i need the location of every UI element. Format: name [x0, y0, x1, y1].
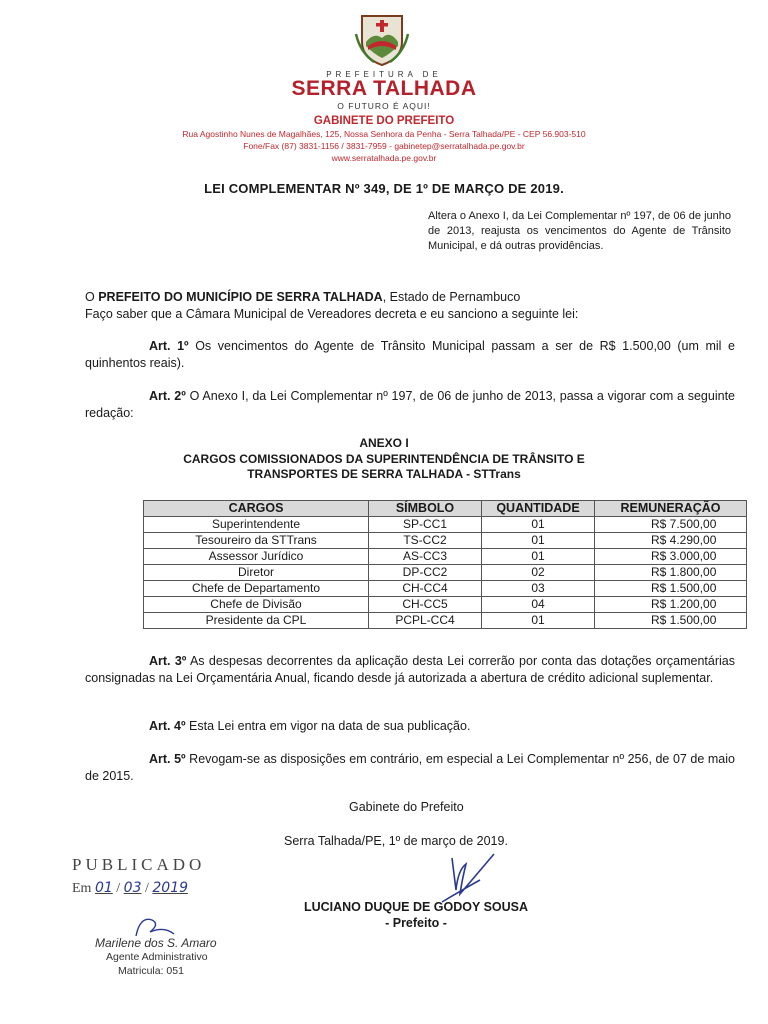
- article-3: [85, 653, 735, 686]
- stamp-agent-role: Agente Administrativo: [106, 951, 208, 963]
- cargo-cell: Presidente da CPL: [144, 613, 369, 629]
- article-5-label: Art. 5º: [149, 752, 186, 766]
- city-slogan: O FUTURO É AQUI!: [337, 101, 431, 111]
- article-1-label: Art. 1º: [149, 339, 189, 353]
- table-row: [144, 549, 747, 565]
- stamp-registration: Matricula: 051: [118, 965, 184, 977]
- article-1-text: Os vencimentos do Agente de Trânsito Municipal passam a ser de R$ 1.500,00 (um mil e quinhentos reais).: [85, 339, 735, 370]
- stamp-year: 2019: [152, 880, 189, 896]
- signer-name: LUCIANO DUQUE DE GODOY SOUSA: [303, 900, 529, 914]
- remuneracao-cell: R$ 1.200,00: [595, 597, 747, 613]
- article-2: [85, 388, 735, 421]
- table-row: [144, 597, 747, 613]
- stamp-agent-name: Marilene dos S. Amaro: [95, 936, 217, 950]
- stamp-em-label: Em: [72, 881, 92, 896]
- preamble-suffix: , Estado de Pernambuco: [382, 290, 521, 304]
- law-title: LEI COMPLEMENTAR Nº 349, DE 1º DE MARÇO DE 2019.: [204, 181, 564, 196]
- stamp-day: 01: [94, 880, 113, 896]
- positions-table: [143, 500, 747, 629]
- closing-place-date: Serra Talhada/PE, 1º de março de 2019.: [284, 834, 508, 848]
- preamble: [85, 289, 735, 322]
- column-header-remuneracao: REMUNERAÇÃO: [595, 501, 747, 517]
- remuneracao-cell: R$ 7.500,00: [595, 517, 747, 533]
- remuneracao-cell: R$ 3.000,00: [595, 549, 747, 565]
- quantidade-cell: 02: [482, 565, 595, 581]
- contact-line: Fone/Fax (87) 3831-1156 / 3831-7959 - gabinetep@serratalhada.pe.gov.br: [243, 141, 525, 151]
- city-name: SERRA TALHADA: [291, 77, 477, 100]
- column-header-simbolo: SÍMBOLO: [369, 501, 482, 517]
- article-4-text: Esta Lei entra em vigor na data de sua publicação.: [185, 719, 471, 733]
- column-header-cargos: CARGOS: [144, 501, 369, 517]
- cargo-cell: Superintendente: [144, 517, 369, 533]
- law-summary: Altera o Anexo I, da Lei Complementar nº 197, de 06 de junho de 2013, reajusta os vencimentos do Agente de Trânsito Municipal, e dá outras providências.: [428, 210, 731, 252]
- article-2-text: O Anexo I, da Lei Complementar nº 197, de 06 de junho de 2013, passa a vigorar com a seguinte redação:: [85, 389, 735, 420]
- stamp-month: 03: [123, 880, 142, 896]
- article-5: [85, 751, 735, 784]
- quantidade-cell: 01: [482, 533, 595, 549]
- preamble-prefix: O: [85, 290, 99, 304]
- table-row: [144, 517, 747, 533]
- quantidade-cell: 01: [482, 613, 595, 629]
- preamble-authority: PREFEITO DO MUNICÍPIO DE SERRA TALHADA: [98, 290, 383, 304]
- annex-title: ANEXO I: [359, 436, 409, 450]
- table-row: [144, 613, 747, 629]
- table-row: [144, 581, 747, 597]
- simbolo-cell: PCPL-CC4: [369, 613, 482, 629]
- article-4: [85, 718, 735, 735]
- table-header-row: [144, 501, 747, 517]
- simbolo-cell: CH-CC5: [369, 597, 482, 613]
- cabinet-heading: GABINETE DO PREFEITO: [313, 115, 455, 127]
- article-5-text: Revogam-se as disposições em contrário, em especial a Lei Complementar nº 256, de 07 de maio de 2015.: [85, 752, 735, 783]
- simbolo-cell: SP-CC1: [369, 517, 482, 533]
- closing-office: Gabinete do Prefeito: [349, 800, 464, 814]
- quantidade-cell: 01: [482, 517, 595, 533]
- remuneracao-cell: R$ 1.500,00: [595, 581, 747, 597]
- article-1: [85, 338, 735, 371]
- cargo-cell: Diretor: [144, 565, 369, 581]
- remuneracao-cell: R$ 1.800,00: [595, 565, 747, 581]
- remuneracao-cell: R$ 4.290,00: [595, 533, 747, 549]
- publicado-stamp-date: Em 01 / 03 / 2019: [72, 880, 189, 896]
- website-line: www.serratalhada.pe.gov.br: [331, 153, 437, 163]
- simbolo-cell: TS-CC2: [369, 533, 482, 549]
- quantidade-cell: 04: [482, 597, 595, 613]
- simbolo-cell: CH-CC4: [369, 581, 482, 597]
- table-row: [144, 565, 747, 581]
- simbolo-cell: AS-CC3: [369, 549, 482, 565]
- annex-subtitle-line-2: TRANSPORTES DE SERRA TALHADA - STTrans: [247, 467, 521, 481]
- municipal-crest-icon: [354, 12, 410, 68]
- article-2-label: Art. 2º: [149, 389, 186, 403]
- annex-subtitle-line-1: CARGOS COMISSIONADOS DA SUPERINTENDÊNCIA DE TRÂNSITO E: [183, 451, 585, 466]
- address-line: Rua Agostinho Nunes de Magalhães, 125, Nossa Senhora da Penha - Serra Talhada/PE - CEP 56.903-510: [182, 129, 586, 139]
- remuneracao-cell: R$ 1.500,00: [595, 613, 747, 629]
- prefeitura-label: PREFEITURA DE: [326, 70, 442, 79]
- column-header-quantidade: QUANTIDADE: [482, 501, 595, 517]
- article-3-label: Art. 3º: [149, 654, 187, 668]
- cargo-cell: Assessor Jurídico: [144, 549, 369, 565]
- article-3-text: As despesas decorrentes da aplicação desta Lei correrão por conta das dotações orçamentárias consignadas na Lei Orçamentária Anual, ficando desde já autorizada a abertura de crédito adicional suplementar.: [85, 654, 735, 685]
- annex-heading: [0, 436, 768, 483]
- table-row: [144, 533, 747, 549]
- cargo-cell: Tesoureiro da STTrans: [144, 533, 369, 549]
- simbolo-cell: DP-CC2: [369, 565, 482, 581]
- quantidade-cell: 03: [482, 581, 595, 597]
- cargo-cell: Chefe de Departamento: [144, 581, 369, 597]
- publicado-stamp-title: PUBLICADO: [72, 855, 206, 874]
- quantidade-cell: 01: [482, 549, 595, 565]
- cargo-cell: Chefe de Divisão: [144, 597, 369, 613]
- preamble-enactment: Faço saber que a Câmara Municipal de Vereadores decreta e eu sanciono a seguinte lei:: [85, 306, 579, 321]
- article-4-label: Art. 4º: [149, 719, 186, 733]
- signer-role: - Prefeito -: [385, 916, 447, 930]
